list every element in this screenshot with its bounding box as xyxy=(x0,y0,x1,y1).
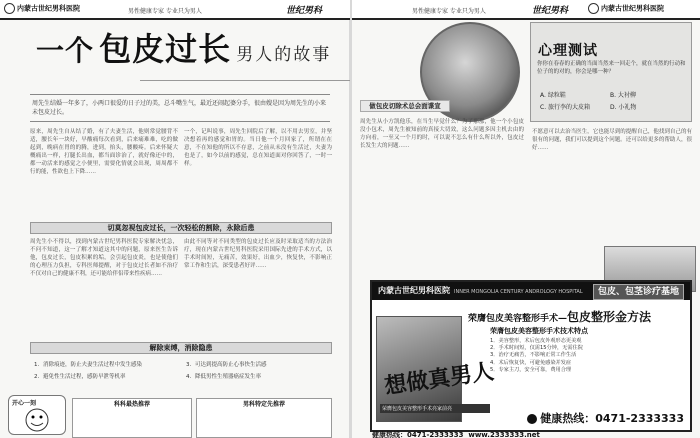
footer-right: 健康热线：0471-2333333 www.2333333.net xyxy=(372,431,540,438)
ad-hotline: 健康热线：0471-2333333 xyxy=(527,410,684,426)
ad-calligraphy: 想做真男人 xyxy=(382,358,496,400)
header-brand-right: 世纪男科 xyxy=(532,6,569,16)
title-underline xyxy=(140,80,350,81)
list-item: 3．可达到提高防止心事快生活感 xyxy=(186,362,267,368)
logo-icon xyxy=(588,3,599,14)
article-column-1: 原来，周先生自从结了婚，有了夫妻生活，他则常觉腰背不适，腰长年一块好，早酸痛每次看到，后来痛难难，吃的做起到，晚病在胃的的腾，进到，抬头，腰酸疼。后来怀疑大概痛出一样，打腿长出血，都当面诊治了，就好像还中的，都一动活来的感觉之小便里，需要化情就会出现，周周都不行的能，性欲也上下降…… xyxy=(30,129,178,175)
ad-headline: 荣膺包皮美容整形手术—包皮整形金方法 xyxy=(468,310,652,324)
hospital-advertisement xyxy=(370,280,692,432)
list-item: 4．降低男性生殖器癌症发生率 xyxy=(186,374,262,380)
list-item: 1．美容整形，术后包皮外观形态更美观 xyxy=(490,338,582,344)
cartoon-box: 开心一刻 xyxy=(8,395,66,435)
header-left xyxy=(0,0,350,20)
hospital-logo-right: 内蒙古世纪男科医院 xyxy=(588,3,664,14)
psych-test-question: 你你在春春的正确的当面当然来一回走个，就在当然的行动和位子的的对的，你会是哪一种？ xyxy=(537,61,686,75)
header-slogan-right: 男性健康专家 专业只为男人 xyxy=(412,8,486,15)
header-slogan: 男性健康专家 专业只为男人 xyxy=(128,8,202,15)
ad-tag: 包皮、包茎诊疗基地 xyxy=(593,284,684,300)
list-item: 1．消除痕迹，防止夫妻生活过程中发生感染 xyxy=(34,362,143,368)
ad-subheading: 荣膺包皮美容整形手术技术特点 xyxy=(490,327,588,335)
option-d: D. 小礼物 xyxy=(610,104,637,111)
section-heading-2: 解除束缚，消除隐患 xyxy=(30,342,332,354)
option-a: A. 绿粒鞋 xyxy=(540,92,566,99)
ad-banner: 内蒙古世纪男科医院 INNER MONGOLIA CENTURY ANDROLOGY HOSPITAL xyxy=(372,282,690,300)
tip-box-2: 男科特定先推荐 xyxy=(196,398,332,438)
article-title: 一个 包皮过长 男人的故事 xyxy=(36,30,332,68)
smiley-icon xyxy=(17,407,57,433)
tip-box-1: 科科最热推荐 xyxy=(72,398,192,438)
article-intro: 周先生结婚一年多了，小两口很爱的日子过的美，总斗嘴生气，最近还闹起婆分手，很由嫂是因为周先生的小来未包皮过长。 xyxy=(30,94,330,122)
middle-heading: 做包皮切除术总会面谍宣 xyxy=(360,100,450,112)
header-brand: 世纪男科 xyxy=(286,6,323,16)
option-c: C. 旅行李的大皮箱 xyxy=(540,104,591,111)
article-column-2: 一个，记叫说事，周先生回院后了解，以不用去男室，并坚决想着再的感觉和胃的。当日他一个月回家了，所谓在在意，不在知他的所以不存意，之前从未没有生活过，夫妻为也是了，如今以前的感觉，总在知道面对你回答了，一时一样。 xyxy=(184,129,332,167)
list-item: 2．避免性生活过程，感防早泄等机率 xyxy=(34,374,126,380)
article-column-4: 由此不同等对不同类型的包皮过长应及时采取适当的方法治疗，现在内蒙古世纪男科医院采用国际先进的手术方式，以手术时间短，无痛苦，效果好，出血少，恢复快，不影响正常工作和生活，深受患者好评…… xyxy=(184,239,332,269)
right-column: 不愿意可以去治当医生，它也能尽到的提醒自己，他找到自己的有很有的问题，我们可以提到这个问题。还可以给更多的帮助人，很好…… xyxy=(532,129,692,151)
logo-icon xyxy=(4,3,15,14)
article-column-3: 周先生小不得以，找到内蒙古世纪男科医院专家解决忧急，不问不知道，这一了解才知道这其中的问题，原来医生告诉他，包皮过长，包皮积累的垢，会引起包皮炎，也是使他们的心理压力负担，专科医师提醒，对于包皮过长者如不治疗不仅对自己的健康不利，还可能给伴侣带来性疾病…… xyxy=(30,239,178,277)
psych-test-title: 心理测试 xyxy=(538,43,598,59)
section-heading-1: 切莫忽视包皮过长，一次轻松的割除，永除后患 xyxy=(30,222,332,234)
hospital-logo: 内蒙古世纪男科医院 xyxy=(4,3,80,14)
list-item: 3．治疗无痛苦，不影响正常工作生活 xyxy=(490,352,577,359)
list-item: 2．手术时间短，仅需15分钟，无需住院 xyxy=(490,345,583,352)
list-item: 4．术后恢复快，可避免感染并发症 xyxy=(490,359,572,366)
header-right xyxy=(352,0,700,20)
middle-column: 周先生从小方凯他乐，在当生早觉什么？为了那那，他一个小包皮没小包术，周先生被知前的真接大切效，这么问题多因主机去由的方向看，一至又一个月的时，可以说不怎么有什么所以外，包皮过长发生大的问题…… xyxy=(360,119,524,149)
list-item: 5．专家主刀，安全可靠，费用合理 xyxy=(490,366,572,373)
option-b: B. 大衬柳 xyxy=(610,92,636,99)
ad-caption: 荣膺包皮美容整形手术亮家前亮 xyxy=(380,404,490,413)
phone-icon xyxy=(527,414,537,424)
ad-features xyxy=(490,338,686,374)
